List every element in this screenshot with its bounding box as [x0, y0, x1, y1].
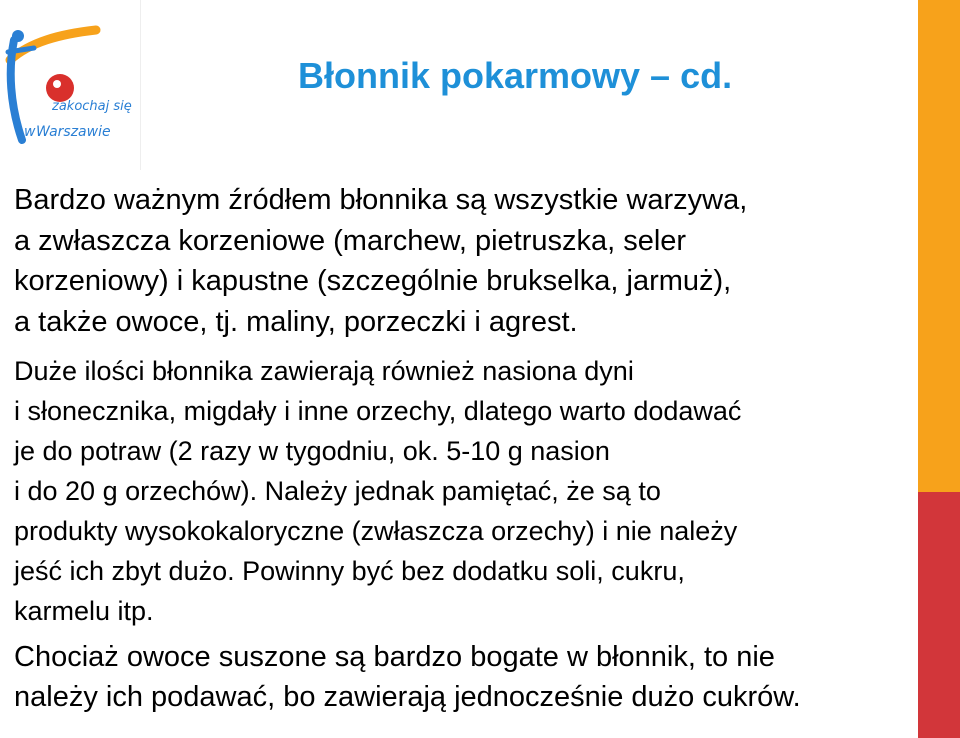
paragraph-2: Duże ilości błonnika zawierają również nasiona dyni i słonecznika, migdały i inne orzechy, dlatego warto dodawać je do potraw (2 razy w tygodniu, ok. 5-10 g nasion i do 20 g orzechów). Należy jednak pamiętać, że są to produkty wysokokaloryczne (zwłaszcza orzechy) i nie należy jeść ich zbyt dużo. Powinny być bez dodatku soli, cukru, karmelu itp.	[14, 356, 742, 626]
logo-text-1: zakochaj się	[52, 99, 132, 114]
slide-body	[14, 180, 914, 717]
logo-text-3: Warszawie	[36, 124, 111, 140]
accent-stripe-red	[918, 492, 960, 738]
logo	[0, 0, 141, 170]
logo-heart-icon	[46, 74, 74, 102]
paragraph-1: Bardzo ważnym źródłem błonnika są wszystkie warzywa, a zwłaszcza korzeniowe (marchew, pietruszka, seler korzeniowy) i kapustne (szczególnie brukselka, jarmuż), a także owoce, tj. maliny, porzeczki i agrest.	[14, 184, 748, 338]
paragraph-3: Chociaż owoce suszone są bardzo bogate w błonnik, to nie należy ich podawać, bo zawierają jednocześnie dużo cukrów.	[14, 641, 801, 713]
logo-graphic	[0, 0, 140, 170]
logo-text-2: w	[24, 124, 36, 140]
accent-stripe-orange	[918, 0, 960, 492]
page-title: Błonnik pokarmowy – cd.	[298, 55, 733, 96]
